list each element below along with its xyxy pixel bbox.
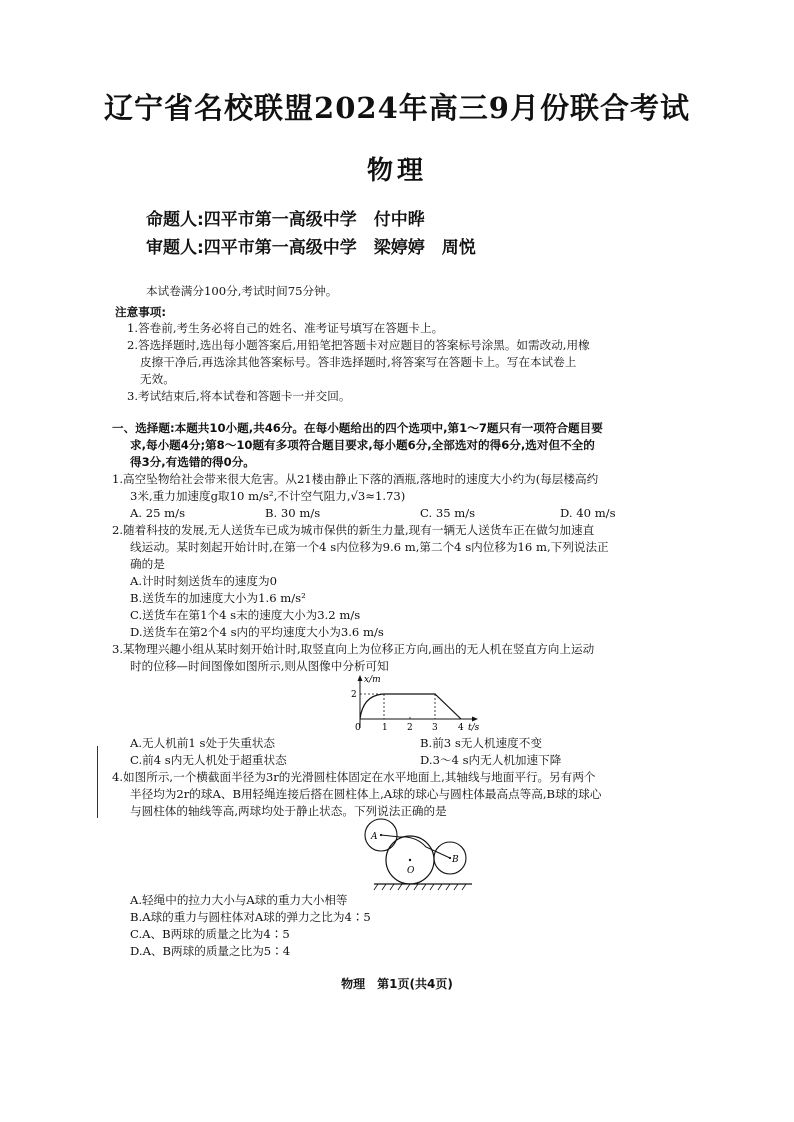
margin-mark: [97, 746, 98, 818]
question-3-option-d: D.3～4 s内无人机加速下降: [420, 753, 562, 767]
x-tick-1: 1: [382, 723, 388, 732]
cylinder-figure: [360, 815, 480, 891]
y-axis-label: x/m: [364, 675, 381, 685]
question-1-option-a: A. 25 m/s: [130, 506, 186, 520]
question-2-option-c: C.送货车在第1个4 s末的速度大小为3.2 m/s: [130, 608, 361, 622]
question-3-option-c: C.前4 s内无人机处于超重状态: [130, 753, 287, 767]
question-3-text: 时的位移—时间图像如图所示,则从图像中分析可知: [130, 659, 389, 673]
intro-text: 本试卷满分100分,考试时间75分钟。: [146, 284, 338, 298]
section-heading: 一、选择题:本题共10小题,共46分。在每小题给出的四个选项中,第1～7题只有一项符合题目要: [112, 421, 603, 435]
section-heading: 求,每小题4分;第8～10题有多项符合题目要求,每小题6分,全部选对的得6分,选对但不全的: [130, 438, 595, 452]
notice-item: 2.答选择题时,选出每小题答案后,用铅笔把答题卡对应题目的答案标号涂黑。如需改动,用橡: [127, 338, 590, 352]
page-footer: 物理 第1页(共4页): [341, 977, 453, 991]
x-tick-0: 0: [355, 723, 361, 732]
y-tick-label: 2: [351, 690, 357, 700]
notice-item: 皮擦干净后,再选涂其他答案标号。答非选择题时,将答案写在答题卡上。写在本试卷上: [140, 355, 577, 369]
question-1-text: 3米,重力加速度g取10 m/s²,不计空气阻力,√3≈1.73): [130, 489, 406, 503]
notice-heading: 注意事项:: [115, 305, 167, 319]
notice-item: 1.答卷前,考生务必将自己的姓名、准考证号填写在答题卡上。: [127, 321, 444, 335]
question-2-text: 线运动。某时刻起开始计时,在第一个4 s内位移为9.6 m,第二个4 s内位移为16 m,下列说法正: [130, 540, 609, 554]
notice-item: 3.考试结束后,将本试卷和答题卡一并交回。: [127, 389, 351, 403]
question-4-text: 4.如图所示,一个横截面半径为3r的光滑圆柱体固定在水平地面上,其轴线与地面平行。另有两个: [112, 770, 596, 784]
question-3-text: 3.某物理兴趣小组从某时刻开始计时,取竖直向上为位移正方向,画出的无人机在竖直方向上运动: [112, 642, 595, 656]
question-1-option-c: C. 35 m/s: [420, 506, 476, 520]
question-2-option-d: D.送货车在第2个4 s内的平均速度大小为3.6 m/s: [130, 625, 384, 639]
x-tick-4: 4: [458, 723, 464, 732]
notice-item: 无效。: [140, 372, 175, 386]
setter-line: 命题人:四平市第一高级中学 付中晔: [146, 210, 425, 230]
ball-a-label: A: [371, 832, 378, 842]
x-axis-arrow: [472, 717, 478, 722]
x-tick-2: 2: [407, 723, 413, 732]
question-1-option-d: D. 40 m/s: [560, 506, 616, 520]
question-4-option-b: B.A球的重力与圆柱体对A球的弹力之比为4∶5: [130, 910, 371, 924]
xt-curve: [360, 694, 461, 719]
reviewer-line: 审题人:四平市第一高级中学 梁婷婷 周悦: [146, 238, 476, 258]
question-3-option-a: A.无人机前1 s处于失重状态: [130, 736, 276, 750]
exam-title: 辽宁省名校联盟2024年高三9月份联合考试: [104, 91, 690, 125]
question-3-option-b: B.前3 s无人机速度不变: [420, 736, 542, 750]
y-axis-arrow: [358, 675, 363, 681]
subject-title: 物理: [366, 156, 427, 186]
cylinder-axis-dot: [409, 859, 411, 861]
x-tick-3: 3: [432, 723, 438, 732]
question-1-text: 1.高空坠物给社会带来很大危害。从21楼由静止下落的酒瓶,落地时的速度大小约为(每层楼高约: [112, 472, 599, 486]
question-2-text: 2.随着科技的发展,无人送货车已成为城市保供的新生力量,现有一辆无人送货车正在做匀加速直: [112, 523, 595, 537]
question-4-option-c: C.A、B两球的质量之比为4∶5: [130, 927, 290, 941]
ground-hatch: [374, 884, 466, 890]
question-1-option-b: B. 30 m/s: [265, 506, 321, 520]
question-2-text: 确的是: [130, 557, 165, 571]
question-2-option-b: B.送货车的加速度大小为1.6 m/s²: [130, 591, 306, 605]
question-4-text: 半径均为2r的球A、B用轻绳连接后搭在圆柱体上,A球的球心与圆柱体最高点等高,B球的球心: [130, 787, 602, 801]
question-2-option-a: A.计时时刻送货车的速度为0: [130, 574, 277, 588]
question-4-option-d: D.A、B两球的质量之比为5∶4: [130, 944, 291, 958]
question-4-option-a: A.轻绳中的拉力大小与A球的重力大小相等: [130, 893, 348, 907]
cylinder-label-o: O: [407, 866, 415, 876]
section-heading: 得3分,有选错的得0分。: [130, 455, 255, 469]
x-axis-label: t/s: [468, 723, 480, 732]
ball-b-label: B: [452, 855, 459, 865]
xt-graph: [340, 672, 490, 732]
question-4-text: 与圆柱体的轴线等高,两球均处于静止状态。下列说法正确的是: [130, 804, 447, 818]
